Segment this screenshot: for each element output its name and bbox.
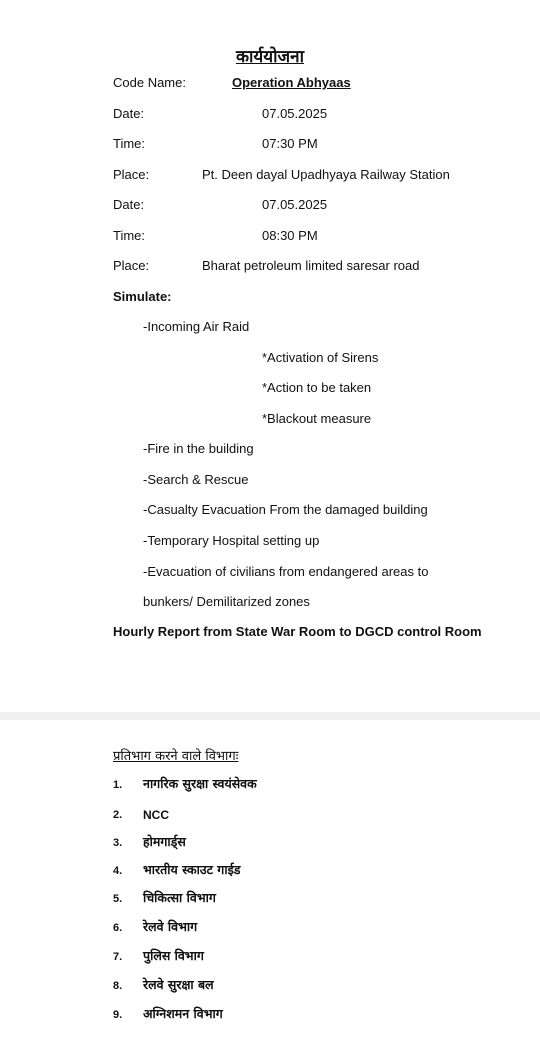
department-number: 2. [113, 809, 123, 821]
time-value: 07:30 PM [262, 136, 318, 151]
department-number: 7. [113, 951, 123, 963]
simulate-sub-item: *Blackout measure [262, 411, 372, 426]
document-title: कार्ययोजना [235, 47, 305, 67]
simulate-item: -Casualty Evacuation From the damaged building [143, 502, 428, 517]
simulate-sub-item: *Activation of Sirens [262, 350, 379, 365]
department-number: 8. [113, 980, 123, 992]
department-name: रेलवे सुरक्षा बल [143, 977, 214, 992]
place-value: Pt. Deen dayal Upadhyaya Railway Station [202, 167, 450, 182]
place-label: Place: [113, 258, 150, 273]
department-name: नागरिक सुरक्षा स्वयंसेवक [143, 776, 257, 791]
department-name: NCC [143, 808, 169, 822]
report-line: Hourly Report from State War Room to DGCD control Room [113, 624, 482, 639]
code-name-value: Operation Abhyaas [232, 75, 351, 90]
simulate-item: -Search & Rescue [143, 472, 249, 487]
simulate-heading: Simulate: [113, 289, 172, 304]
department-number: 1. [113, 779, 123, 791]
department-number: 9. [113, 1009, 123, 1021]
date-label: Date: [113, 106, 145, 121]
department-name: अग्निशमन विभाग [143, 1006, 223, 1021]
place-value: Bharat petroleum limited saresar road [202, 258, 420, 273]
department-name: रेलवे विभाग [143, 919, 198, 934]
simulate-item: -Temporary Hospital setting up [143, 533, 320, 548]
department-number: 5. [113, 893, 123, 905]
department-name: पुलिस विभाग [143, 948, 204, 963]
time-label: Time: [113, 228, 146, 243]
simulate-item: -Evacuation of civilians from endangered areas to [143, 564, 429, 579]
date-label: Date: [113, 197, 145, 212]
document-page-2 [0, 720, 540, 1060]
code-name-label: Code Name: [113, 75, 186, 90]
date-value: 07.05.2025 [262, 106, 328, 121]
department-number: 4. [113, 865, 123, 877]
department-number: 3. [113, 837, 123, 849]
simulate-sub-item: *Action to be taken [262, 380, 372, 395]
date-value: 07.05.2025 [262, 197, 328, 212]
simulate-item: bunkers/ Demilitarized zones [143, 594, 310, 609]
time-value: 08:30 PM [262, 228, 318, 243]
place-label: Place: [113, 167, 150, 182]
simulate-item: -Fire in the building [143, 441, 254, 456]
departments-heading: प्रतिभाग करने वाले विभागः [113, 749, 239, 764]
time-label: Time: [113, 136, 146, 151]
page-divider [0, 712, 540, 720]
department-name: भारतीय स्काउट गाईड [143, 862, 241, 877]
department-number: 6. [113, 922, 123, 934]
department-name: चिकित्सा विभाग [143, 890, 216, 905]
simulate-item: -Incoming Air Raid [143, 319, 250, 334]
department-name: होमगार्ड्स [143, 834, 186, 849]
